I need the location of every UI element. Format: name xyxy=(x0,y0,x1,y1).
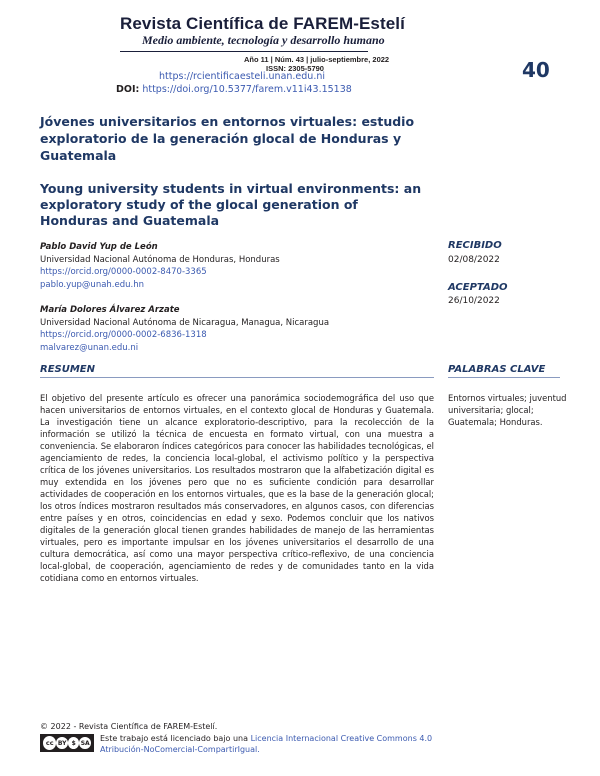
author-email-link[interactable]: malvarez@unan.edu.ni xyxy=(40,342,139,353)
license-text xyxy=(100,733,460,755)
cc-license-badge[interactable] xyxy=(40,734,94,752)
page-number: 40 xyxy=(522,58,550,82)
keywords-heading: PALABRAS CLAVE xyxy=(448,364,546,375)
attribution-icon: BY xyxy=(56,737,68,749)
keywords-divider xyxy=(448,377,560,378)
accepted-label: ACEPTADO xyxy=(448,282,508,293)
doi-label: DOI: xyxy=(116,84,140,95)
received-label: RECIBIDO xyxy=(448,240,502,251)
author-block xyxy=(40,241,440,291)
license-prefix: Este trabajo está licenciado bajo una xyxy=(100,734,249,743)
header-divider xyxy=(120,51,368,52)
author-affiliation: Universidad Nacional Autónoma de Nicaragua, Managua, Nicaragua xyxy=(40,317,330,328)
accepted-date: 26/10/2022 xyxy=(448,296,500,306)
issue-info: Año 11 | Núm. 43 | julio-septiembre, 2022 xyxy=(244,55,390,64)
keywords-text: Entornos virtuales; juventud universitaria; glocal; Guatemala; Honduras. xyxy=(448,393,567,427)
author-affiliation: Universidad Nacional Autónoma de Honduras, Honduras xyxy=(40,254,280,265)
author-orcid-link[interactable]: https://orcid.org/0000-0002-6836-1318 xyxy=(40,330,207,340)
received-date: 02/08/2022 xyxy=(448,255,500,265)
sharealike-icon: SA xyxy=(79,737,91,749)
article-title-spanish: Jóvenes universitarios en entornos virtuales: estudio exploratorio de la generación glocal de Honduras y Guatemala xyxy=(40,114,415,163)
author-name: Pablo David Yup de León xyxy=(40,242,158,252)
journal-site-link[interactable]: https://rcientificaesteli.unan.edu.ni xyxy=(159,71,326,82)
abstract-text: El objetivo del presente artículo es ofrecer una panorámica sociodemográfica del uso que hacen universitarios de entornos virtuales, en el contexto glocal de Honduras y Guatemala. La investigación tiene un alcance exploratorio-descriptivo, para la recolección de la información se utilizó la técnica de encuesta en formato virtual, con una muestra a conveniencia. Se elaboraron índices categóricos para conocer las habilidades tecnológicas, el agenciamiento de redes, la conciencia local-global, el activismo político y la perspectiva crítica de los jóvenes universitarios. Los resultados mostraron que la alfabetización digital es muy extendida en los jóvenes pero que no es suficiente condición para desarrollar actividades de cooperación en los entornos virtuales, que es la base de la generación glocal; los otros índices mostraron resultados más conservadores, en algunos casos, con diferencias entre países y en otros, coincidencias en edad y sexo. Podemos concluir que los nativos digitales de la generación glocal tienen grandes habilidades de manejo de las herramientas virtuales, pero es importante impulsar en los jóvenes universitarios el desarrollo de una cultura democrática, así como una mayor perspectiva crítico-reflexivo, de una conciencia local-global, de cooperación, agenciamiento de redes y de comunidades tanto en la vida cotidiana como en entornos virtuales. xyxy=(40,393,434,583)
journal-subtitle: Medio ambiente, tecnología y desarrollo humano xyxy=(142,33,385,47)
author-name: María Dolores Álvarez Arzate xyxy=(40,305,180,315)
doi-link[interactable]: https://doi.org/10.5377/farem.v11i43.15138 xyxy=(142,84,352,95)
journal-title: Revista Científica de FAREM-Estelí xyxy=(120,14,405,33)
license-link[interactable]: Licencia Internacional Creative Commons 4.0 Atribución-NoComercial-CompartirIgual. xyxy=(100,734,433,754)
doi xyxy=(116,84,352,95)
article-title-english: Young university students in virtual environments: an exploratory study of the glocal generation of Honduras and Guatemala xyxy=(40,181,422,228)
author-orcid-link[interactable]: https://orcid.org/0000-0002-8470-3365 xyxy=(40,267,207,277)
copyright: © 2022 - Revista Científica de FAREM-Estelí. xyxy=(40,722,218,731)
issn: ISSN: 2305-5790 xyxy=(266,64,324,73)
abstract-heading: RESUMEN xyxy=(40,364,96,375)
abstract-divider xyxy=(40,377,434,378)
author-email-link[interactable]: pablo.yup@unah.edu.hn xyxy=(40,279,144,290)
noncommercial-icon: $ xyxy=(68,737,80,749)
author-block xyxy=(40,304,440,354)
cc-icon: cc xyxy=(43,736,56,750)
